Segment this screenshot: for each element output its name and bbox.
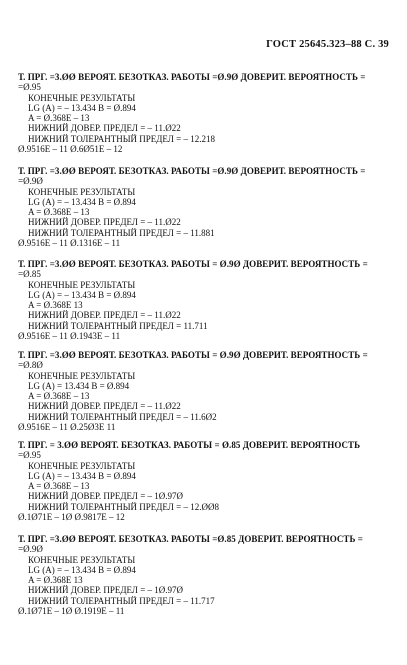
lower-conf-limit: НИЖНИЙ ДОВЕР. ПРЕДЕЛ = – 11.Ø22 (28, 217, 181, 228)
a-value-line: A = Ø.368E – 13 (28, 113, 90, 124)
lower-conf-limit: НИЖНИЙ ДОВЕР. ПРЕДЕЛ = – 1Ø.97Ø (28, 585, 184, 596)
lower-conf-limit: НИЖНИЙ ДОВЕР. ПРЕДЕЛ = – 1Ø.97Ø (28, 491, 184, 502)
result-block (18, 534, 392, 616)
lower-tol-limit: НИЖНИЙ ТОЛЕРАНТНЫЙ ПРЕДЕЛ = 11.711 (28, 320, 208, 331)
result-block (18, 259, 392, 341)
block-heading: Т. ПРГ. = 3.ØØ ВЕРОЯТ. БЕЗОТКАЗ. РАБОТЫ = Ø.85 ДОВЕРИТ. ВЕРОЯТНОСТЬ (18, 440, 361, 450)
block-heading-cont: =Ø.9Ø (18, 176, 43, 187)
lower-tol-limit: НИЖНИЙ ТОЛЕРАНТНЫЙ ПРЕДЕЛ = – 11.881 (28, 227, 215, 238)
lg-a-line: LG (A) = 13.434 B = Ø.894 (28, 380, 130, 391)
block-heading-cont: =Ø.8Ø (18, 360, 43, 371)
block-heading-cont: =Ø.85 (18, 269, 41, 280)
lg-a-line: LG (A) = – 13.434 B = Ø.894 (28, 102, 136, 113)
lower-tol-limit: НИЖНИЙ ТОЛЕРАНТНЫЙ ПРЕДЕЛ = – 12.218 (28, 133, 215, 144)
results-label: КОНЕЧНЫЕ РЕЗУЛЬТАТЫ (28, 186, 136, 197)
block-heading-cont: =Ø.95 (18, 82, 41, 93)
values-line: Ø.9516E – 11 Ø.6Ø51E – 12 (18, 144, 123, 155)
results-label: КОНЕЧНЫЕ РЕЗУЛЬТАТЫ (28, 460, 136, 471)
lg-a-line: LG (A) = – 13.434 B = Ø.894 (28, 470, 136, 481)
result-block (18, 440, 392, 522)
lower-tol-limit: НИЖНИЙ ТОЛЕРАНТНЫЙ ПРЕДЕЛ = – 12.ØØ8 (28, 501, 219, 512)
result-block (18, 166, 392, 248)
block-heading: Т. ПРГ. =3.ØØ ВЕРОЯТ. БЕЗОТКАЗ. РАБОТЫ =Ø.9Ø ДОВЕРИТ. ВЕРОЯТНОСТЬ = (18, 166, 366, 176)
block-heading-cont: =Ø.9Ø (18, 544, 43, 555)
a-value-line: A = Ø.368E – 13 (28, 481, 90, 492)
result-block (18, 350, 392, 432)
lg-a-line: LG (A) = – 13.434 B = Ø.894 (28, 196, 136, 207)
block-heading-cont: =Ø.95 (18, 450, 41, 461)
block-heading: Т. ПРГ. =3.ØØ ВЕРОЯТ. БЕЗОТКАЗ. РАБОТЫ =Ø.9Ø ДОВЕРИТ. ВЕРОЯТНОСТЬ = (18, 72, 366, 82)
block-heading: Т. ПРГ. =3.ØØ ВЕРОЯТ. БЕЗОТКАЗ. РАБОТЫ = Ø.9Ø ДОВЕРИТ. ВЕРОЯТНОСТЬ = (18, 259, 368, 269)
block-heading: Т. ПРГ. =3.ØØ ВЕРОЯТ. БЕЗОТКАЗ. РАБОТЫ =Ø.85 ДОВЕРИТ. ВЕРОЯТНОСТЬ = (18, 534, 363, 544)
a-value-line: A = Ø.368E 13 (28, 575, 83, 586)
lg-a-line: LG (A) = – 13.434 B = Ø.894 (28, 289, 136, 300)
values-line: Ø.9516E – 11 Ø.1316E – 11 (18, 238, 121, 249)
lower-tol-limit: НИЖНИЙ ТОЛЕРАНТНЫЙ ПРЕДЕЛ = – 11.6Ø2 (28, 411, 217, 422)
lower-conf-limit: НИЖНИЙ ДОВЕР. ПРЕДЕЛ = – 11.Ø22 (28, 401, 181, 412)
page-header: ГОСТ 25645.323–88 С. 39 (266, 39, 389, 50)
a-value-line: A = Ø.368E – 13 (28, 391, 90, 402)
results-label: КОНЕЧНЫЕ РЕЗУЛЬТАТЫ (28, 370, 136, 381)
a-value-line: A = Ø.368E – 13 (28, 207, 90, 218)
lower-tol-limit: НИЖНИЙ ТОЛЕРАНТНЫЙ ПРЕДЕЛ = – 11.717 (28, 595, 215, 606)
values-line: Ø.1Ø71E – 1Ø Ø.1919E – 11 (18, 606, 125, 617)
result-block (18, 72, 392, 154)
lower-conf-limit: НИЖНИЙ ДОВЕР. ПРЕДЕЛ = – 11.Ø22 (28, 123, 181, 134)
values-line: Ø.1Ø71E – 1Ø Ø.9817E – 12 (18, 512, 125, 523)
results-label: КОНЕЧНЫЕ РЕЗУЛЬТАТЫ (28, 554, 136, 565)
values-line: Ø.9516E – 11 Ø.1943E – 11 (18, 331, 121, 342)
results-label: КОНЕЧНЫЕ РЕЗУЛЬТАТЫ (28, 279, 136, 290)
a-value-line: A = Ø.368E 13 (28, 300, 83, 311)
lower-conf-limit: НИЖНИЙ ДОВЕР. ПРЕДЕЛ = – 11.Ø22 (28, 310, 181, 321)
results-label: КОНЕЧНЫЕ РЕЗУЛЬТАТЫ (28, 92, 136, 103)
lg-a-line: LG (A) = – 13.434 B = Ø.894 (28, 564, 136, 575)
block-heading: Т. ПРГ. =3.ØØ ВЕРОЯТ. БЕЗОТКАЗ. РАБОТЫ = Ø.9Ø ДОВЕРИТ. ВЕРОЯТНОСТЬ = (18, 350, 368, 360)
values-line: Ø.9516E – 11 Ø.25Ø3E 11 (18, 422, 116, 433)
